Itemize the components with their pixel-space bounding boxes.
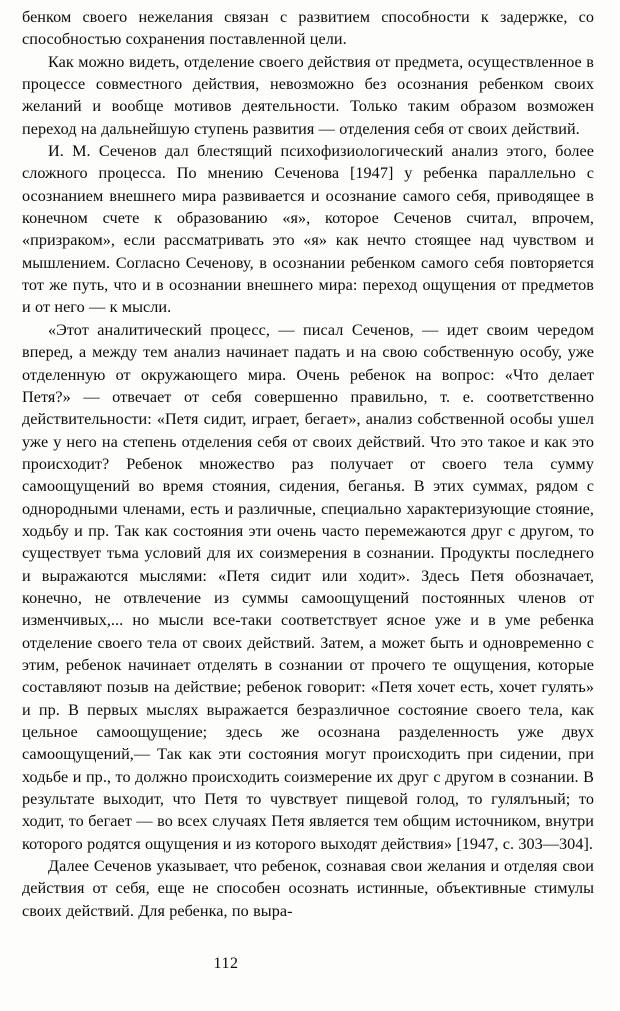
page-number-value: 112 bbox=[213, 955, 239, 972]
paragraph: И. М. Сеченов дал блестящий психофизиологический анализ этого, более сложного процесса. По мнению Сеченова [1947] у ребенка параллельно с осознанием внешнего мира развивается и осознание самого себя, приводящее в конечном счете к образованию «я», которое Сеченов считал, впрочем, «призраком», если рассматривать это «я» как нечто стоящее над чувством и мышлением. Согласно Сеченову, в осознании ребенком самого себя повторяется тот же путь, что и в осознании внешнего мира: переход ощущения от предметов и от него — к мысли. bbox=[22, 142, 594, 317]
paragraph: Далее Сеченов указывает, что ребенок, сознавая свои желания и отделяя свои действия от себя, еще не способен осознать истинные, объективные стимулы своих действий. Для ребенка, по выра- bbox=[22, 857, 594, 920]
page-body bbox=[22, 6, 594, 922]
paragraph: бенком своего нежелания связан с развитием способности к задержке, со способностью сохранения поставленной цели. bbox=[22, 8, 594, 49]
paragraph: «Этот аналитический процесс, — писал Сеченов, — идет своим чередом вперед, а между тем анализ начинает падать и на свою собственную особу, уже отделенную от окружающего мира. Очень ребенок на вопрос: «Что делает Петя?» — отвечает от себя совершенно правильно, т. е. соответственно действительности: «Петя сидит, играет, бегает», анализ собственной особы ушел уже у него на степень отделения себя от своих действий. Что это такое и как это происходит? Ребенок множество раз получает от своего тела сумму самоощущений во время стояния, сидения, беганья. В этих суммах, рядом с однородными членами, есть и различные, специально характеризующие стояние, ходьбу и пр. Так как состояния эти очень часто перемежаются друг с другом, то существует тьма условий для их соизмерения в сознании. Продукты последнего и выражаются мыслями: «Петя сидит или ходит». Здесь Петя обозначает, конечно, не отвлечение из суммы самоощущений постоянных членов от изменчивых,... но мысли все-таки соответствует ясное уже и в уме ребенка отделение своего тела от своих действий. Затем, а может быть и одновременно с этим, ребенок начинает отделять в сознании от прочего те ощущения, которые составляют позыв на действие; ребенок говорит: «Петя хочет есть, хочет гулять» и пр. В первых мыслях выражается безразличное состояние своего тела, как цельное самоощущение; здесь же осознана разделенность уже двух самоощущений,— Так как эти состояния могут происходить при сидении, при ходьбе и пр., то должно происходить соизмерение их друг с другом в сознании. В результате выходит, что Петя то чувствует пищевой голод, то гулялъный; то ходит, то бегает — во всех случаях Петя является тем общим источником, внутри которого родятся ощущения и из которого выходят действия» [1947, с. 303—304]. bbox=[22, 320, 594, 853]
page-number bbox=[0, 955, 620, 973]
paragraph: Как можно видеть, отделение своего действия от предмета, осуществленное в процессе совместного действия, невозможно без осознания ребенком своих желаний и вообще мотивов деятельности. Только таким образом возможен переход на дальнейшую ступень развития — отделения себя от своих действий. bbox=[22, 52, 594, 138]
